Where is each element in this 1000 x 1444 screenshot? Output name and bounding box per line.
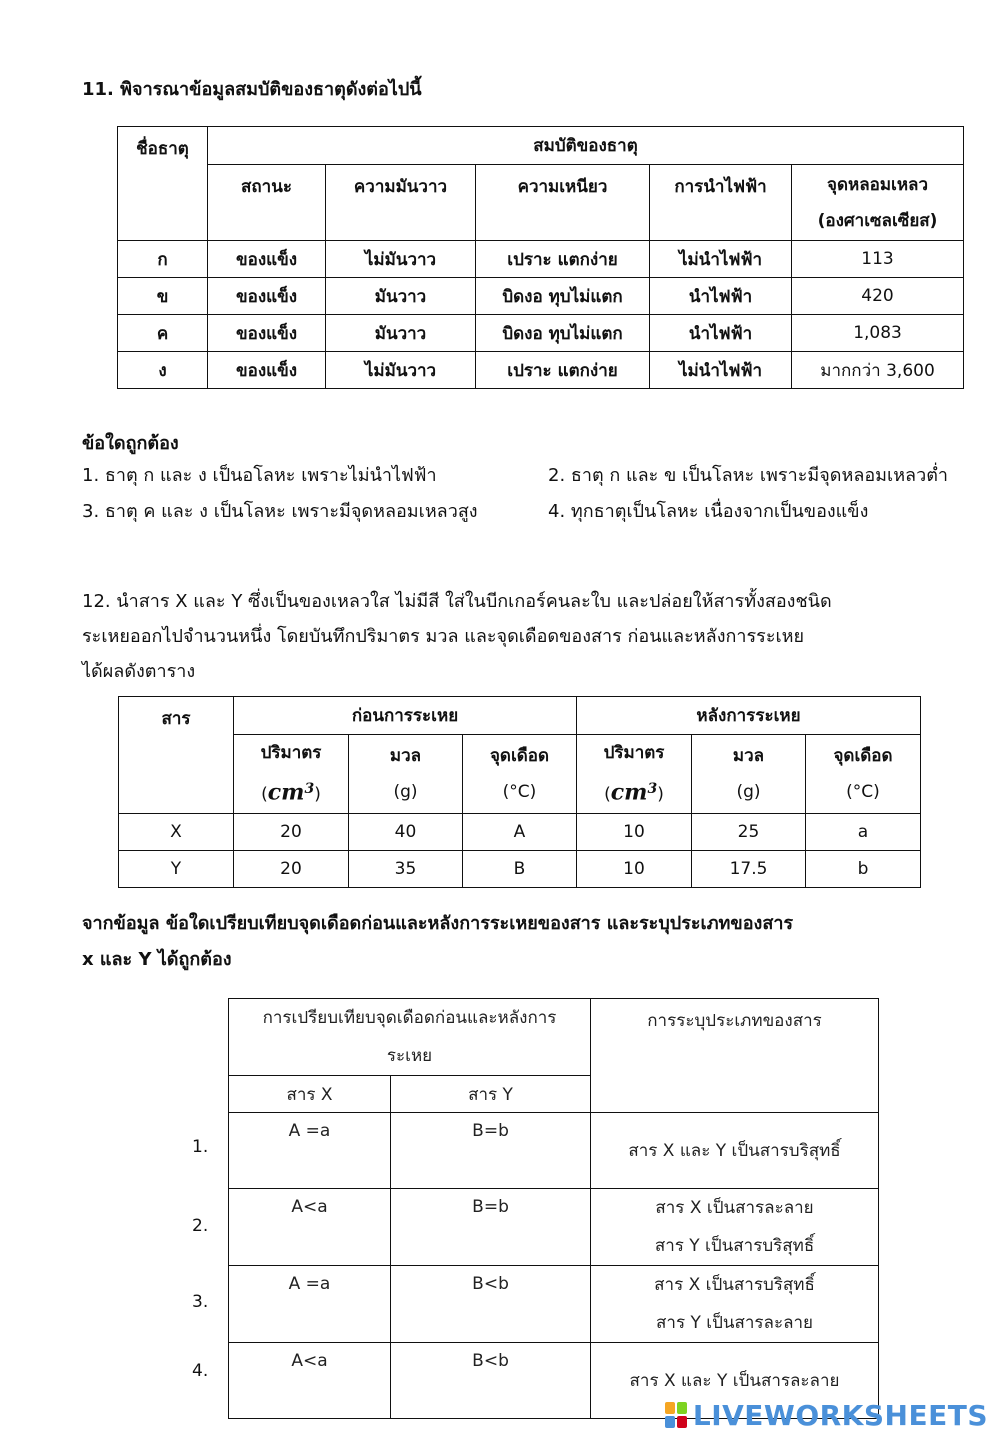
cell: สาร X และ Y เป็นสารละลาย <box>591 1343 879 1419</box>
cell: B<b <box>391 1266 591 1343</box>
cell: มันวาว <box>326 278 476 315</box>
header-bp-before <box>463 735 577 814</box>
vol-label: ปริมาตร <box>260 743 322 763</box>
subheader-substance-y: สาร Y <box>391 1076 591 1113</box>
q12-intro-line2: ระเหยออกไปจำนวนหนึ่ง โดยบันทึกปริมาตร มวล และจุดเดือดของสาร ก่อนและหลังการระเหย <box>82 626 805 647</box>
vol-unit: $(cm^3)$ <box>261 779 321 806</box>
header-identify-substance: การระบุประเภทของสาร <box>591 999 879 1113</box>
cell: ง <box>118 352 208 389</box>
cell: 20 <box>234 850 349 887</box>
q11-question: ข้อใดถูกต้อง <box>82 433 179 454</box>
answer-row-2[interactable] <box>229 1189 879 1266</box>
melt-header-line2: (องศาเซลเซียส) <box>817 210 938 231</box>
cell <box>591 1266 879 1343</box>
header-luster: ความมันวาว <box>326 165 476 241</box>
header-ductility: ความเหนียว <box>476 165 650 241</box>
cell: ก <box>118 241 208 278</box>
cell: A =a <box>229 1266 391 1343</box>
cell: ของแข็ง <box>208 315 326 352</box>
mass-label: มวล <box>732 745 765 766</box>
mass-unit: (g) <box>736 781 761 802</box>
q12-evaporation-table <box>118 696 921 888</box>
cell <box>591 1189 879 1266</box>
table-row <box>118 241 964 278</box>
bp-label: จุดเดือด <box>833 745 893 766</box>
mass-label: มวล <box>389 745 422 766</box>
cell: ไม่นำไฟฟ้า <box>650 352 792 389</box>
option-number-1[interactable]: 1. <box>192 1137 209 1157</box>
cell: 40 <box>349 813 463 850</box>
header-mass-after <box>692 735 806 814</box>
identify-line: สาร X เป็นสารละลาย <box>655 1198 814 1218</box>
option-number-3[interactable]: 3. <box>192 1292 209 1312</box>
table-row <box>119 850 921 887</box>
table-row <box>118 315 964 352</box>
cell: 35 <box>349 850 463 887</box>
group-header-properties: สมบัติของธาตุ <box>208 127 964 165</box>
header-mass-before <box>349 735 463 814</box>
cell: 10 <box>577 850 692 887</box>
cell: ไม่มันวาว <box>326 241 476 278</box>
q12-intro-line3: ได้ผลดังตาราง <box>82 661 196 682</box>
vol-unit: $(cm^3)$ <box>604 779 664 806</box>
cell: 1,083 <box>792 315 964 352</box>
header-bp-after <box>806 735 921 814</box>
cell: ของแข็ง <box>208 278 326 315</box>
liveworksheets-logo <box>665 1398 988 1432</box>
cell: ค <box>118 315 208 352</box>
answer-row-3[interactable] <box>229 1266 879 1343</box>
cell: ไม่นำไฟฟ้า <box>650 241 792 278</box>
identify-line: สาร X เป็นสารบริสุทธิ์ <box>654 1275 815 1295</box>
header-state: สถานะ <box>208 165 326 241</box>
q12-question-line1: จากข้อมูล ข้อใดเปรียบเทียบจุดเดือดก่อนและหลังการระเหยของสาร และระบุประเภทของสาร <box>82 913 794 934</box>
cell: A =a <box>229 1113 391 1189</box>
cell: ของแข็ง <box>208 241 326 278</box>
cell: a <box>806 813 921 850</box>
vol-unit-cm: cm <box>267 779 305 806</box>
cell: มากกว่า 3,600 <box>792 352 964 389</box>
subheader-substance-x: สาร X <box>229 1076 391 1113</box>
cell: 113 <box>792 241 964 278</box>
cell: บิดงอ ทุบไม่แตก <box>476 278 650 315</box>
compare-header-line1: การเปรียบเทียบจุดเดือดก่อนและหลังการ <box>262 1008 557 1028</box>
option-number-2[interactable]: 2. <box>192 1216 209 1236</box>
cell: เปราะ แตกง่าย <box>476 352 650 389</box>
header-volume-before <box>234 735 349 814</box>
cell: เปราะ แตกง่าย <box>476 241 650 278</box>
identify-line: สาร Y เป็นสารละลาย <box>656 1313 814 1333</box>
cell: 25 <box>692 813 806 850</box>
compare-header-line2: ระเหย <box>386 1046 433 1066</box>
liveworksheets-text: LIVEWORKSHEETS <box>692 1398 988 1432</box>
cell: b <box>806 850 921 887</box>
cell: 17.5 <box>692 850 806 887</box>
header-melting-point <box>792 165 964 241</box>
group-before-evaporation: ก่อนการระเหย <box>234 697 577 735</box>
vol-label: ปริมาตร <box>603 743 665 763</box>
col-element-name: ชื่อธาตุ <box>118 127 208 241</box>
mass-unit: (g) <box>393 781 418 802</box>
table-row <box>118 352 964 389</box>
bp-unit: (°C) <box>846 781 880 802</box>
table-row <box>118 278 964 315</box>
q12-answer-table <box>228 998 879 1419</box>
cell: ไม่มันวาว <box>326 352 476 389</box>
q11-choice-2[interactable]: 2. ธาตุ ก และ ข เป็นโลหะ เพราะมีจุดหลอมเหลวต่ำ <box>548 465 948 486</box>
q11-choice-1[interactable]: 1. ธาตุ ก และ ง เป็นอโลหะ เพราะไม่นำไฟฟ้า <box>82 465 437 486</box>
cell: Y <box>119 850 234 887</box>
bp-label: จุดเดือด <box>489 745 550 766</box>
cell: B=b <box>391 1189 591 1266</box>
cell: ของแข็ง <box>208 352 326 389</box>
q12-intro-line1: 12. นำสาร X และ Y ซึ่งเป็นของเหลวใส ไม่มีสี ใส่ในบีกเกอร์คนละใบ และปล่อยให้สารทั้งสองชนิด <box>82 591 832 612</box>
identify-line: สาร Y เป็นสารบริสุทธิ์ <box>654 1236 815 1256</box>
cell: สาร X และ Y เป็นสารบริสุทธิ์ <box>591 1113 879 1189</box>
q11-choice-4[interactable]: 4. ทุกธาตุเป็นโลหะ เนื่องจากเป็นของแข็ง <box>548 501 869 522</box>
q11-choice-3[interactable]: 3. ธาตุ ค และ ง เป็นโลหะ เพราะมีจุดหลอมเหลวสูง <box>82 501 478 522</box>
col-substance: สาร <box>119 697 234 814</box>
cell: ข <box>118 278 208 315</box>
vol-unit-cm: cm <box>610 779 648 806</box>
answer-row-1[interactable] <box>229 1113 879 1189</box>
liveworksheets-logo-icon <box>665 1402 687 1428</box>
option-number-4[interactable]: 4. <box>192 1361 209 1381</box>
vol-unit-exp: 3 <box>647 781 658 797</box>
q12-question-line2: x และ Y ได้ถูกต้อง <box>82 949 232 970</box>
cell: A <box>463 813 577 850</box>
cell: 10 <box>577 813 692 850</box>
vol-unit-exp: 3 <box>304 781 315 797</box>
cell: 420 <box>792 278 964 315</box>
table-row <box>119 813 921 850</box>
bp-unit: (°C) <box>502 781 537 802</box>
cell: นำไฟฟ้า <box>650 278 792 315</box>
cell: นำไฟฟ้า <box>650 315 792 352</box>
cell: A<a <box>229 1189 391 1266</box>
group-after-evaporation: หลังการระเหย <box>577 697 921 735</box>
melt-header-line1: จุดหลอมเหลว <box>827 174 929 195</box>
header-boiling-comparison <box>229 999 591 1076</box>
q11-title: 11. พิจารณาข้อมูลสมบัติของธาตุดังต่อไปนี้ <box>82 79 422 100</box>
header-volume-after <box>577 735 692 814</box>
cell: มันวาว <box>326 315 476 352</box>
cell: A<a <box>229 1343 391 1419</box>
cell: X <box>119 813 234 850</box>
cell: 20 <box>234 813 349 850</box>
cell: บิดงอ ทุบไม่แตก <box>476 315 650 352</box>
cell: B <box>463 850 577 887</box>
cell: B<b <box>391 1343 591 1419</box>
header-conductivity: การนำไฟฟ้า <box>650 165 792 241</box>
cell: B=b <box>391 1113 591 1189</box>
q11-metal-table <box>117 126 964 389</box>
